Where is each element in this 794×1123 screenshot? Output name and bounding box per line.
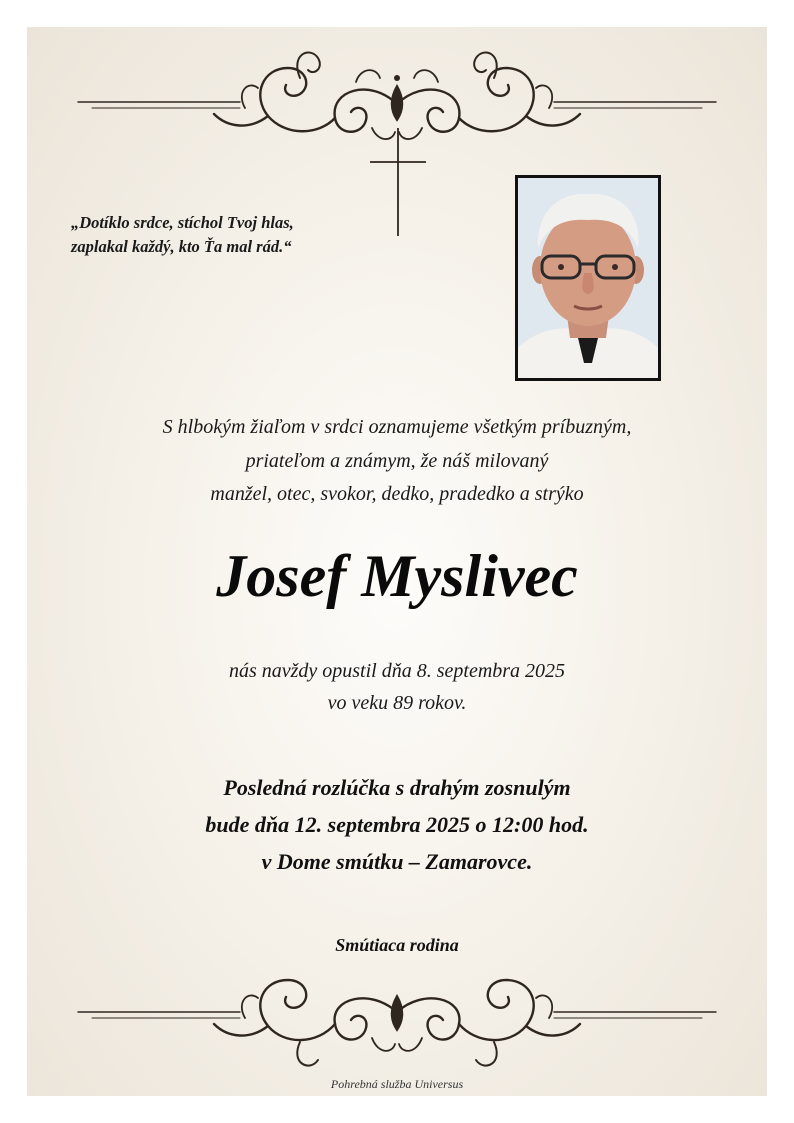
intro-line-1: S hlbokým žiaľom v srdci oznamujeme všetkým príbuzným, <box>162 416 632 438</box>
funeral-details <box>0 769 794 880</box>
passing-age: vo veku 89 rokov. <box>327 692 467 714</box>
intro-line-3: manžel, otec, svokor, dedko, pradedko a strýko <box>210 483 584 505</box>
portrait-photo <box>515 175 661 381</box>
funeral-line-1: Posledná rozlúčka s drahým zosnulým <box>223 775 571 800</box>
bottom-floral-ornament <box>0 958 794 1078</box>
passing-date: nás navždy opustil dňa 8. septembra 2025 <box>228 660 566 682</box>
announcement-intro <box>0 411 794 512</box>
intro-line-2: priateľom a známym, že náš milovaný <box>245 449 549 472</box>
funeral-line-3: v Dome smútku – Zamarovce. <box>261 849 533 874</box>
passing-details <box>0 655 794 719</box>
memorial-quote <box>71 211 391 259</box>
quote-line-2: zaplakal každý, kto Ťa mal rád.“ <box>71 237 292 256</box>
family-signature: Smútiaca rodina <box>335 935 459 955</box>
deceased-name: Josef Myslivec <box>216 543 578 609</box>
funeral-line-2: bude dňa 12. septembra 2025 o 12:00 hod. <box>205 812 589 837</box>
quote-line-1: „Dotíklo srdce, stíchol Tvoj hlas, <box>71 213 294 232</box>
funeral-service-credit: Pohrebná služba Universus <box>330 1077 464 1091</box>
